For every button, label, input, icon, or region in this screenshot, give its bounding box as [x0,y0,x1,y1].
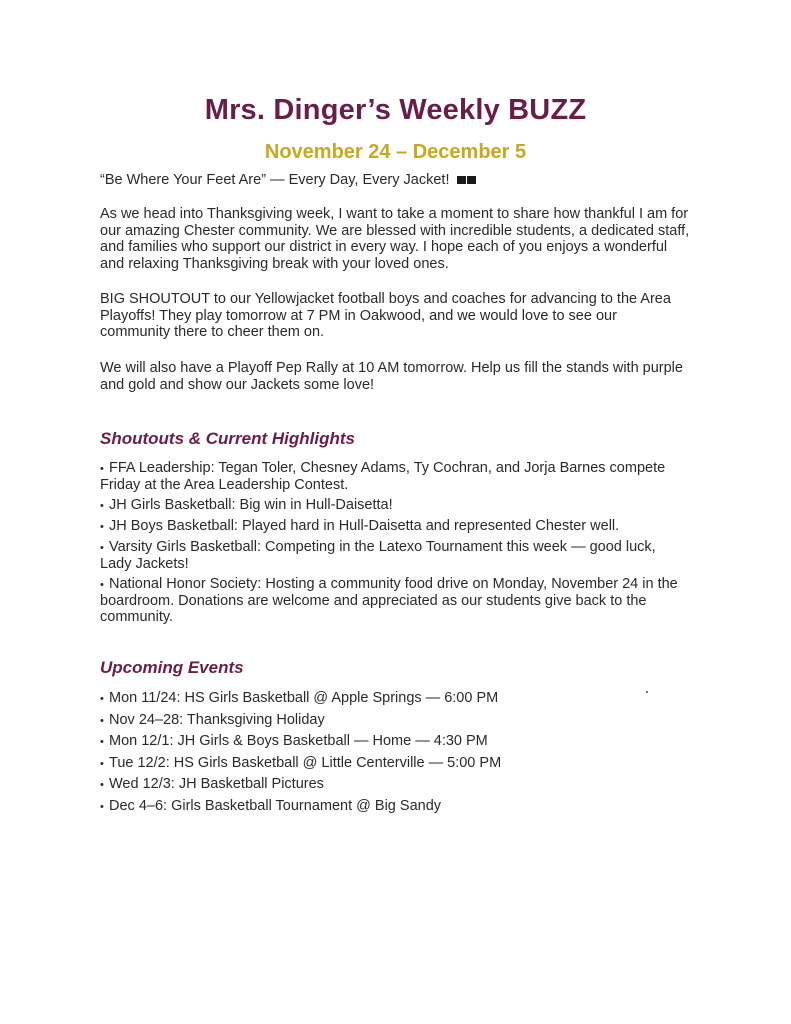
scan-speck [646,691,648,693]
list-item: • JH Boys Basketball: Played hard in Hull-Daisetta and represented Chester well. [100,518,620,534]
events-list [100,690,690,819]
motto-line [100,172,477,188]
list-item: • JH Girls Basketball: Big win in Hull-Daisetta! [100,497,393,513]
football-shoutout-paragraph: BIG SHOUTOUT to our Yellowjacket football boys and coaches for advancing to the Area Playoffs! They play tomorrow at 7 PM in Oakwood, and we would love to see our community there to cheer them on. [100,291,671,340]
bullet-icon: • [100,542,104,554]
bullet-icon: • [100,693,104,705]
list-item: • Varsity Girls Basketball: Competing in the Latexo Tournament this week — good luck, Lady Jackets! [100,539,656,572]
highlights-heading: Shoutouts & Current Highlights [100,429,355,448]
list-item: • Wed 12/3: JH Basketball Pictures [100,776,324,792]
list-item: • Mon 11/24: HS Girls Basketball @ Apple Springs — 6:00 PM [100,690,499,706]
newsletter-title: Mrs. Dinger’s Weekly BUZZ [204,94,587,126]
square-emoji-icon [457,172,477,188]
list-item: • FFA Leadership: Tegan Toler, Chesney Adams, Ty Cochran, and Jorja Barnes compete Friday at the Area Leadership Contest. [100,460,666,493]
bullet-icon: • [100,463,104,475]
list-item: • Mon 12/1: JH Girls & Boys Basketball — Home — 4:30 PM [100,733,488,749]
list-item: • Tue 12/2: HS Girls Basketball @ Little Centerville — 5:00 PM [100,754,502,771]
bullet-icon: • [100,714,104,727]
thanksgiving-paragraph: As we head into Thanksgiving week, I want to take a moment to share how thankful I am for our amazing Chester community. We are blessed with incredible students, a dedicated staff, and families who support our district in every way. I hope each of you enjoys a wonderful and relaxing Thanksgiving break with your loved ones. [100,206,690,272]
pep-rally-paragraph: We will also have a Playoff Pep Rally at 10 AM tomorrow. Help us fill the stands with purple and gold and show our Jackets some love! [100,360,683,393]
bullet-icon: • [100,800,104,813]
bullet-icon: • [100,757,104,770]
list-item: • Dec 4–6: Girls Basketball Tournament @ Big Sandy [100,797,442,814]
bullet-icon: • [100,500,104,512]
list-item: • National Honor Society: Hosting a community food drive on Monday, November 24 in the boardroom. Donations are welcome and appreciated as our students give back to the community. [100,576,678,625]
bullet-icon: • [100,736,104,748]
bullet-icon: • [100,779,104,791]
motto-text: “Be Where Your Feet Are” — Every Day, Every Jacket! [100,172,450,188]
date-range: November 24 – December 5 [264,141,527,163]
list-item: • Nov 24–28: Thanksgiving Holiday [100,711,325,728]
bullet-icon: • [100,579,104,591]
upcoming-events-heading: Upcoming Events [100,658,244,677]
bullet-icon: • [100,521,104,533]
highlights-list [100,460,690,629]
